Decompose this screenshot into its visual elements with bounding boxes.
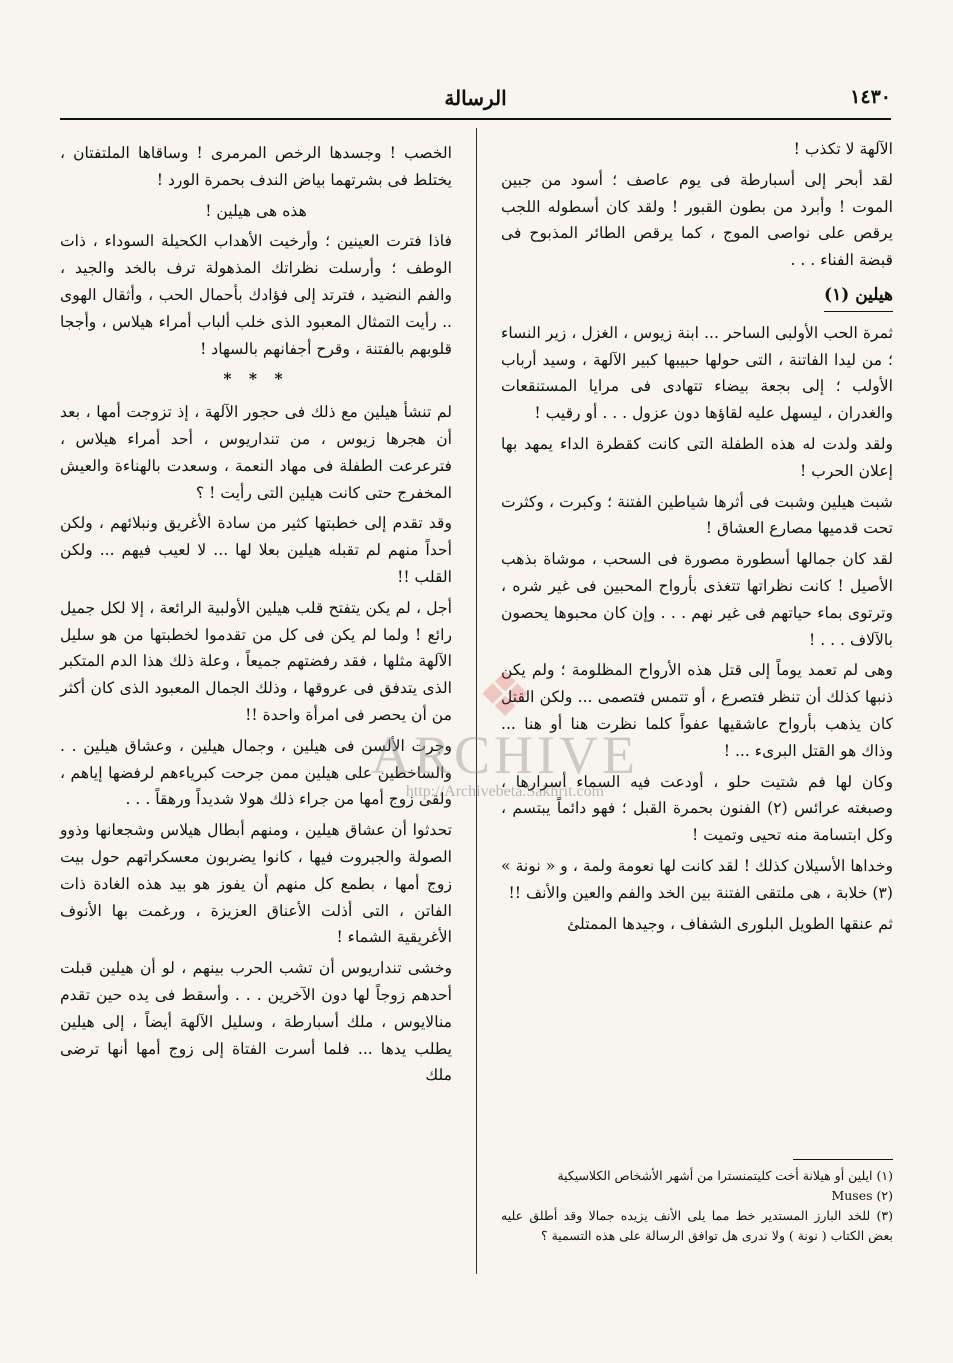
column-divider — [476, 128, 477, 1274]
paragraph: وخشى تنداريوس أن تشب الحرب بينهم ، لو أن هيلين قبلت أحدهم زوجاً لها دون الآخرين . . . وأسقط فى يده حين تقدم منالايوس ، ملك أسبارطة ، وسليل الآلهة أيضاً ، إلى هيلين يطلب يدها ... فلما أسرت الفتاة إلى زوج أمها أنها ترضى ملك — [60, 959, 452, 1085]
paragraph: وقد تقدم إلى خطبتها كثير من سادة الأغريق ونبلائهم ، ولكن أحداً منهم لم تقبله هيلين بعلا لها ... لا لعيب فيهم ... ولكن القلب !! — [60, 514, 452, 586]
paragraph: الخصب ! وجسدها الرخص المرمرى ! وساقاها الملتفتان ، يختلط فى بشرتهما بياض الندف بحمرة الورد ! — [60, 144, 452, 189]
paragraph: وكان لها فم شتيت حلو ، أودعت فيه السماء أسرارها ، وصبغته عرائس (٢) الفنون بحمرة القبل ؛ فهو دائماً يبتسم ، وكل ابتسامة منه تحيى وتميت ! — [501, 772, 893, 845]
paragraph: هذه هى هيلين ! — [205, 201, 307, 220]
right-column — [501, 136, 893, 941]
page-header — [60, 86, 891, 120]
paragraph: وهى لم تعمد يوماً إلى قتل هذه الأرواح المظلومة ؛ ولم يكن ذنبها كذلك أن تنظر فتصرع ، أو تتمس فتصمى ... ولكن القتل كان يذهب بأرواح عاشقيها عفواً كلما نظرت هنا أو هنا ... وذاك هو القتل البرىء ... ! — [501, 661, 893, 760]
footnote: (١) ايلين أو هيلانة أخت كليتمنسترا من أشهر الأشخاص الكلاسيكية — [557, 1168, 893, 1183]
paragraph: ثم عنقها الطويل البلورى الشفاف ، وجيدها الممتلئ — [567, 914, 893, 933]
paragraph: فاذا فترت العينين ؛ وأرخيت الأهداب الكحيلة السوداء ، ذات الوطف ؛ وأرسلت نظراتك المذهولة ترف بالخد والجيد ، والفم النضيد ، فترتد إلى فؤادك بأحمال الحب ، وأثقال الهوى .. رأيت التمثال المعبود الذى خلب ألباب أمراء هيلاس ، وأججا قلوبهم بالفتنة ، وقرح أجفانهم بالسهاد ! — [60, 232, 452, 358]
paragraph: وجرت الألسن فى هيلين ، وجمال هيلين ، وعشاق هيلين . . والساخطين على هيلين ممن جرحت كبرياءهم لرفضها إياهم ، ولقى زوج أمها من جراء ذلك هولا شديداً ورهقاً . . . — [60, 736, 452, 809]
footnote: (٣) للخد البارز المستدير خط مما يلى الأنف يزيده جمالا وقد أطلق عليه بعض الكتاب ( نونة ) ولا ندرى هل توافق الرسالة على هذه التسمية ؟ — [501, 1208, 893, 1243]
paragraph: شبت هيلين وشبت فى أثرها شياطين الفتنة ؛ وكبرت ، وكثرت تحت قدميها مصارع العشاق ! — [501, 492, 893, 538]
paragraph: ثمرة الحب الأولبى الساحر ... ابنة زيوس ، الغزل ، زير النساء ؛ من ليدا الفاتنة ، التى حولها حبيبها كبير الآلهة ، وسيد أرباب الأولب ؛ إلى بجعة بيضاء تتهادى فى مرايا المستنقعات والغدران ، ليسهل عليه لقاؤها دون عزول . . . أو رقيب ! — [501, 323, 893, 423]
watermark-text: ARCHIVE — [371, 725, 639, 785]
section-title: هيلين (١) — [824, 282, 893, 312]
section-separator: * * * — [223, 369, 289, 389]
paragraph: ولقد ولدت له هذه الطفلة التى كانت كقطرة الداء يمهد بها إعلان الحرب ! — [501, 434, 893, 480]
running-title: الرسالة — [444, 86, 507, 110]
paragraph: لقد كان جمالها أسطورة مصورة فى السحب ، موشاة بذهب الأصيل ! كانت نظراتها تتغذى بأرواح المحبين فى غير شره ، وترتوى بماء حياتهم فى غير نهم . . . وإن كان محبوها يحصون بالآلاف . . . ! — [501, 550, 893, 649]
book-logo-icon: ❖ — [477, 662, 533, 730]
footnote-rule — [793, 1159, 893, 1160]
footnotes — [501, 1166, 893, 1246]
intro-line: لقد أبحر إلى أسبارطة فى يوم عاصف ؛ أسود من جبين الموت ! وأبرد من بطون القبور ! ولقد كان أسطوله اللجب يرقص على نواصى الموج ، كما يرقص الطائر المذبوح فى قبضة الفناء . . . — [501, 170, 893, 270]
watermark-url: http://Archivebeta.Sakhrit.com — [405, 783, 605, 800]
left-column — [60, 140, 452, 1093]
page-number: ١٤٣٠ — [850, 86, 891, 108]
intro-line: الآلهة لا تكذب ! — [793, 140, 893, 158]
paragraph: تحدثوا أن عشاق هيلين ، ومنهم أبطال هيلاس وشجعانها وذوو الصولة والجبروت فيها ، كانوا يضربون معسكراتهم حول بيت زوج أمها ، بطمع كل منهم أن يفوز هو بيد هذه الغادة ذات الفاتن ، التى أذلت الأعناق العزيزة ، ورغمت بها الأنوف الأغريقية الشماء ! — [60, 821, 452, 947]
footnote: (٢) Muses — [831, 1188, 893, 1203]
paragraph: وخداها الأسيلان كذلك ! لقد كانت لها نعومة ولمة ، و « نونة » (٣) خلابة ، هى ملتقى الفتنة بين الخد والفم والعين والأنف !! — [501, 856, 893, 902]
paragraph: لم تنشأ هيلين مع ذلك فى حجور الآلهة ، إذ تزوجت أمها ، بعد أن هجرها زيوس ، من تنداريوس ، أحد أمراء هيلاس ، فترعرعت الطفلة فى مهاد النعمة ، وسعدت بالهناءة والعيش المخفرج حتى كانت هيلين التى رأيت ! ؟ — [60, 403, 452, 502]
paragraph: أجل ، لم يكن يتفتح قلب هيلين الأولبية الرائعة ، إلا لكل جميل رائع ! ولما لم يكن فى كل من تقدموا لخطبتها من هو سليل الآلهة مثلها ، فقد رفضتهم جميعاً ، وعلة ذلك هذا الدم المتكبر الذى يتدفق فى عروقها ، وذلك الجمال المعبود الذى كان أكثر من أن يحصر فى امرأة واحدة !! — [60, 598, 452, 724]
